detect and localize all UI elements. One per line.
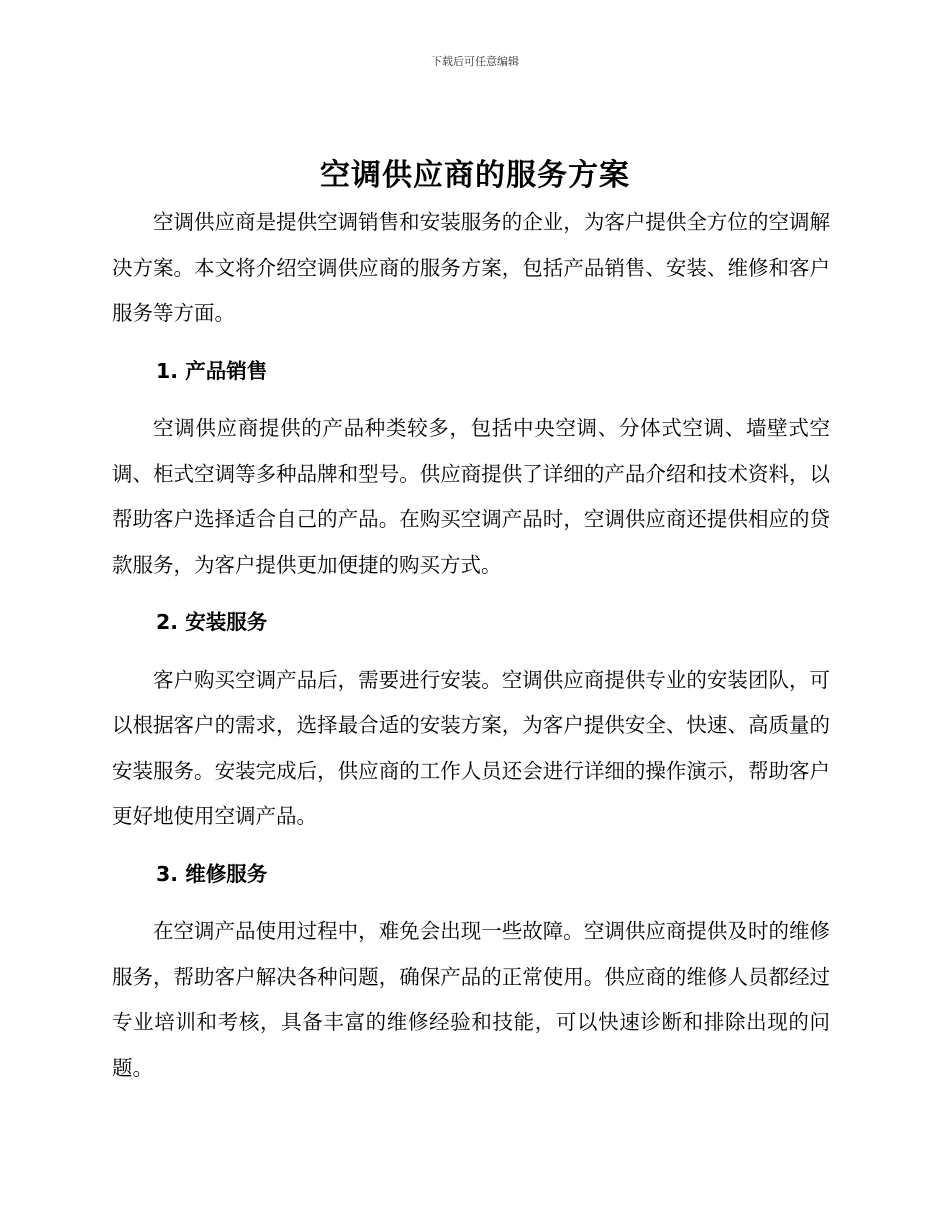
section-heading-maintenance: 3. 维修服务	[156, 861, 268, 886]
section-heading-installation: 2. 安装服务	[156, 610, 268, 634]
section-body-product-sales: 空调供应商提供的产品种类较多，包括中央空调、分体式空调、墙壁式空调、柜式空调等多种品牌和型号。供应商提供了详细的产品介绍和技术资料，以帮助客户选择适合自己的产品。在购买空调产品时，空调供应商还提供相应的贷款服务，为客户提供更加便捷的购买方式。	[112, 416, 830, 577]
header-note: 下载后可任意编辑	[431, 55, 519, 68]
section-body-installation: 客户购买空调产品后，需要进行安装。空调供应商提供专业的安装团队，可以根据客户的需求，选择最合适的安装方案，为客户提供安全、快速、高质量的安装服务。安装完成后，供应商的工作人员还会进行详细的操作演示，帮助客户更好地使用空调产品。	[112, 667, 830, 828]
intro-paragraph: 空调供应商是提供空调销售和安装服务的企业，为客户提供全方位的空调解决方案。本文将介绍空调供应商的服务方案，包括产品销售、安装、维修和客户服务等方面。	[112, 210, 830, 325]
section-heading-product-sales: 1. 产品销售	[156, 358, 268, 383]
section-body-maintenance: 在空调产品使用过程中，难免会出现一些故障。空调供应商提供及时的维修服务，帮助客户解决各种问题，确保产品的正常使用。供应商的维修人员都经过专业培训和考核，具备丰富的维修经验和技能，可以快速诊断和排除出现的问题。	[112, 919, 830, 1080]
document-title: 空调供应商的服务方案	[320, 158, 630, 193]
document-body	[112, 200, 830, 1091]
